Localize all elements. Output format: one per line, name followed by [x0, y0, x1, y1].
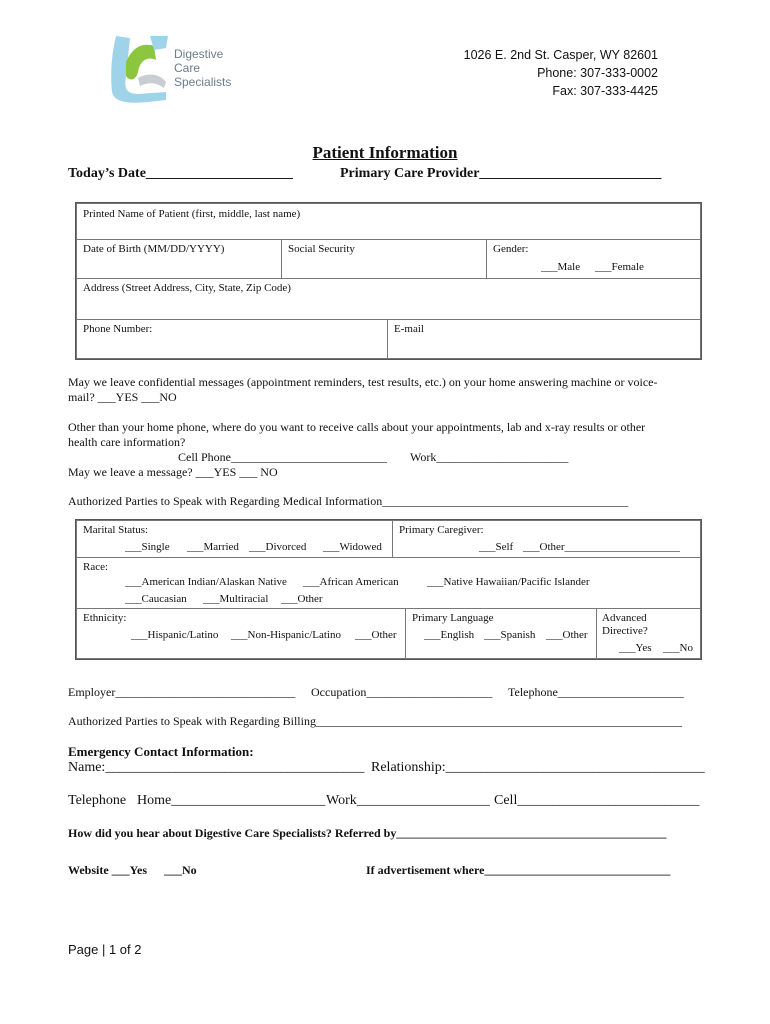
- ethnicity-cell: [76, 608, 406, 659]
- emergency-home-phone-field[interactable]: Home______________________: [137, 793, 326, 808]
- todays-date-field[interactable]: Today’s Date_____________________: [68, 166, 293, 181]
- emergency-cell-phone-field[interactable]: Cell__________________________: [494, 793, 700, 808]
- dob-label: Date of Birth (MM/DD/YYYY): [83, 243, 225, 255]
- ssn-cell[interactable]: [281, 239, 487, 279]
- race-other-option[interactable]: ___Other: [281, 593, 323, 605]
- advanced-directive-cell: [596, 608, 701, 659]
- employer-field[interactable]: Employer______________________________: [68, 685, 296, 699]
- ethnicity-non-hispanic-option[interactable]: ___Non-Hispanic/Latino: [231, 629, 341, 641]
- printed-name-label: Printed Name of Patient (first, middle, last name): [83, 208, 301, 220]
- email-cell[interactable]: [387, 319, 701, 359]
- logo-line-1: Digestive: [174, 47, 224, 61]
- gender-label: Gender:: [493, 243, 529, 255]
- patient-details-box: [75, 202, 702, 360]
- messages-question-line1: May we leave confidential messages (appointment reminders, test results, etc.) on your home answering machine or voice-: [68, 375, 658, 389]
- gender-cell: [486, 239, 701, 279]
- marital-married-option[interactable]: ___Married: [187, 541, 239, 553]
- emergency-relationship-field[interactable]: Relationship:_____________________________________: [371, 760, 705, 775]
- directive-yes-option[interactable]: ___Yes: [619, 642, 652, 654]
- email-label: E-mail: [394, 323, 424, 335]
- phone-number: Phone: 307-333-0002: [537, 66, 658, 80]
- primary-language-cell: [405, 608, 597, 659]
- marital-single-option[interactable]: ___Single: [125, 541, 170, 553]
- logo-text: [174, 47, 231, 89]
- primary-care-provider-field[interactable]: Primary Care Provider__________________________: [340, 166, 662, 181]
- language-other-option[interactable]: ___Other: [546, 629, 588, 641]
- marital-status-label: Marital Status:: [83, 524, 149, 536]
- messages-question-line2[interactable]: mail? ___YES ___NO: [68, 390, 177, 404]
- practice-address-block: [464, 46, 658, 100]
- street-address: 1026 E. 2nd St. Casper, WY 82601: [463, 48, 658, 62]
- dob-cell[interactable]: [76, 239, 282, 279]
- page-title: Patient Information: [312, 143, 458, 162]
- authorized-medical-field[interactable]: Authorized Parties to Speak with Regarding Medical Information_________________________________________: [68, 494, 629, 508]
- leave-message-question[interactable]: May we leave a message? ___YES ___ NO: [68, 465, 278, 479]
- other-phone-question-line1: Other than your home phone, where do you want to receive calls about your appointments, lab and x-ray results or other: [68, 420, 646, 434]
- emergency-name-field[interactable]: Name:_____________________________________: [68, 760, 365, 775]
- phone-label: Phone Number:: [83, 323, 153, 335]
- race-multiracial-option[interactable]: ___Multiracial: [203, 593, 269, 605]
- emergency-contact-heading: Emergency Contact Information:: [68, 744, 254, 759]
- race-caucasian-option[interactable]: ___Caucasian: [125, 593, 187, 605]
- page-number: Page | 1 of 2: [68, 942, 142, 957]
- marital-widowed-option[interactable]: ___Widowed: [323, 541, 382, 553]
- language-english-option[interactable]: ___English: [424, 629, 475, 641]
- occupation-field[interactable]: Occupation_____________________: [311, 685, 493, 699]
- website-no-option[interactable]: ___No: [164, 863, 197, 877]
- ethnicity-label: Ethnicity:: [83, 612, 127, 624]
- address-label: Address (Street Address, City, State, Zip Code): [83, 282, 291, 294]
- marital-status-cell: [76, 520, 393, 558]
- address-cell[interactable]: [76, 278, 701, 320]
- primary-caregiver-label: Primary Caregiver:: [399, 524, 484, 536]
- advanced-label: Advanced: [602, 612, 647, 624]
- gender-male-option[interactable]: ___Male: [541, 261, 581, 273]
- primary-caregiver-cell: [392, 520, 701, 558]
- authorized-billing-field[interactable]: Authorized Parties to Speak with Regarding Billing_____________________________________________________________: [68, 714, 682, 728]
- gender-female-option[interactable]: ___Female: [595, 261, 644, 273]
- logo-line-2: Care: [174, 61, 201, 75]
- work-phone-field[interactable]: Work______________________: [410, 450, 569, 464]
- ssn-label: Social Security: [288, 243, 355, 255]
- emergency-work-phone-field[interactable]: Work___________________: [326, 793, 490, 808]
- race-american-indian-option[interactable]: ___American Indian/Alaskan Native: [125, 576, 287, 588]
- language-spanish-option[interactable]: ___Spanish: [484, 629, 536, 641]
- ethnicity-hispanic-option[interactable]: ___Hispanic/Latino: [131, 629, 219, 641]
- directive-label: Directive?: [602, 625, 648, 637]
- directive-no-option[interactable]: ___No: [663, 642, 693, 654]
- employer-telephone-field[interactable]: Telephone_____________________: [508, 685, 684, 699]
- ethnicity-other-option[interactable]: ___Other: [355, 629, 397, 641]
- other-phone-question-line2: health care information?: [68, 435, 186, 449]
- race-african-american-option[interactable]: ___African American: [303, 576, 399, 588]
- caregiver-self-option[interactable]: ___Self: [479, 541, 514, 553]
- logo-line-3: Specialists: [174, 75, 232, 89]
- race-native-hawaiian-option[interactable]: ___Native Hawaiian/Pacific Islander: [427, 576, 590, 588]
- marital-divorced-option[interactable]: ___Divorced: [249, 541, 307, 553]
- advertisement-field[interactable]: If advertisement where_______________________________: [366, 863, 671, 877]
- website-yes-option[interactable]: Website ___Yes: [68, 863, 147, 877]
- race-cell: [76, 557, 701, 609]
- phone-cell[interactable]: [76, 319, 388, 359]
- printed-name-cell[interactable]: [76, 203, 701, 240]
- cell-phone-field[interactable]: Cell Phone__________________________: [178, 450, 387, 464]
- referral-question-field[interactable]: How did you hear about Digestive Care Specialists? Referred by_____________________________________________: [68, 826, 667, 840]
- caregiver-other-field[interactable]: ___Other_____________________: [523, 541, 681, 553]
- race-label: Race:: [83, 561, 109, 573]
- emergency-telephone-label: Telephone: [68, 793, 127, 808]
- demographics-box: [75, 519, 702, 660]
- fax-number: Fax: 307-333-4425: [552, 84, 658, 98]
- primary-language-label: Primary Language: [412, 612, 494, 624]
